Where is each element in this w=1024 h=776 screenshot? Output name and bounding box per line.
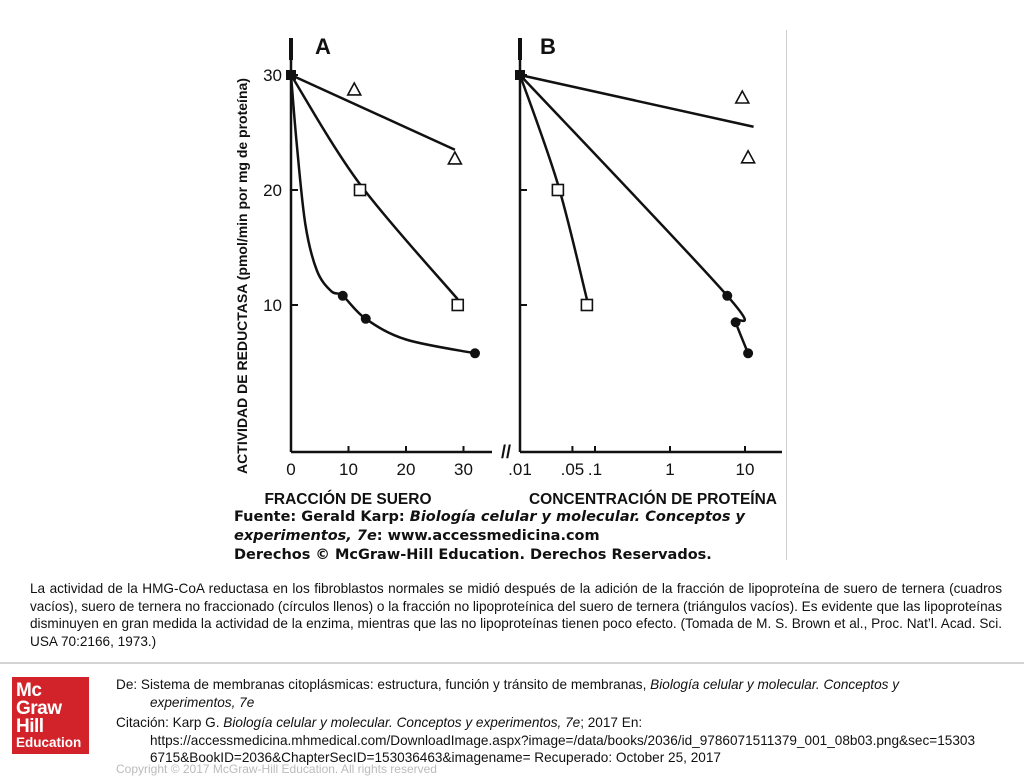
logo-line-3: Hill — [16, 716, 44, 737]
x-tick-label-b: 1 — [665, 460, 675, 479]
copyright-notice: Copyright © 2017 McGraw-Hill Education. All rights reserved — [116, 762, 437, 776]
square-point-a — [355, 185, 366, 196]
square-point-b — [581, 300, 592, 311]
source-book-title: Biología celular y molecular. Conceptos y experimentos, 7e — [234, 509, 746, 544]
footer-cita-sep: . — [215, 715, 224, 730]
logo-line-2: Graw — [16, 698, 62, 719]
footer-de-book-2: experimentos, 7e — [150, 694, 255, 710]
divider-vertical — [786, 30, 787, 560]
origin-square-point-a — [286, 70, 296, 80]
footer-cita-url-1[interactable]: https://accessmedicina.mhmedical.com/DownloadImage.aspx?image=/data/books/2036/id_9786071511379_001_08b03.png&sec=15303 — [150, 732, 976, 748]
square-point-b — [552, 185, 563, 196]
panel-label-a: A — [315, 34, 331, 59]
x-axis-label-a: FRACCIÓN DE SUERO — [264, 491, 432, 506]
chart — [230, 26, 790, 506]
mcgraw-hill-logo — [12, 677, 89, 754]
circle-point-a — [361, 314, 371, 324]
source-url: : www.accessmedicina.com — [376, 528, 600, 544]
circle-point-a — [470, 348, 480, 358]
y-tick-label: 20 — [263, 181, 282, 200]
figure-caption: La actividad de la HMG-CoA reductasa en los fibroblastos normales se midió después de la adición de la fracción de lipoproteína de suero de ternera (cuadros vacíos), suero de ternera no fraccionado (círculos llenos) o la fracción no lipoproteínica del suero de ternera (triángulos vacíos). Es evidente que las lipoproteínas disminuyen en gran medida la actividad de la enzima, mientras que las no lipoproteínas tienen poco efecto. (Tomada de M. S. Brown et al., Proc. Nat’l. Acad. Sci. USA 70:2166, 1973.) — [30, 581, 1002, 649]
footer-cita-url-2[interactable]: 6715&BookID=2036&ChapterSecID=153036463&imagename= Recuperado: October 25, 2017 — [150, 750, 721, 765]
series-line-triangle-open-b — [520, 75, 754, 127]
axis-break: // — [500, 442, 512, 462]
origin-square-point-b — [515, 70, 525, 80]
divider-horizontal — [0, 662, 1024, 664]
source-rights: Derechos © McGraw-Hill Education. Derechos Reservados. — [234, 547, 712, 563]
logo-line-1: Mc — [16, 680, 42, 701]
source-label: Fuente: — [234, 509, 297, 525]
footer-cita-book: Biología celular y molecular. Conceptos y experimentos, 7e — [223, 715, 581, 730]
panel-label-b: B — [540, 34, 556, 59]
x-axis-label-b: CONCENTRACIÓN DE PROTEÍNA — [528, 491, 778, 506]
circle-point-a — [338, 291, 348, 301]
y-axis-label: ACTIVIDAD DE REDUCTASA (pmol/min por mg de proteína) — [234, 78, 250, 474]
square-point-a — [452, 300, 463, 311]
x-tick-label-a: 0 — [286, 460, 296, 479]
circle-point-b — [743, 348, 753, 358]
figure-source — [234, 508, 774, 565]
x-tick-label-b: .05 — [560, 460, 585, 479]
footer-de-line — [116, 676, 1016, 694]
footer-de-book: Biología celular y molecular. Conceptos y — [650, 677, 900, 692]
series-line-triangle-open-a — [291, 75, 455, 150]
y-tick-label: 10 — [263, 296, 282, 315]
figure — [230, 26, 790, 561]
footer-de-line-2 — [116, 694, 1016, 712]
source-author: Gerald Karp: — [301, 509, 405, 525]
footer-cita-prefix: Citación: Karp G — [116, 715, 216, 730]
x-tick-label-a: 10 — [339, 460, 358, 479]
triangle-point-a — [448, 152, 461, 164]
footer-citation — [116, 676, 1016, 767]
triangle-point-a — [348, 83, 361, 95]
logo-line-4: Education — [16, 735, 82, 750]
y-tick-label: 30 — [263, 66, 282, 85]
x-tick-label-b: .1 — [587, 460, 603, 479]
footer-de-prefix: De: Sistema de membranas citoplásmicas: estructura, función y tránsito de membranas, — [116, 677, 651, 692]
circle-point-b — [731, 317, 741, 327]
footer-cita-line — [116, 714, 1016, 732]
triangle-point-b — [736, 91, 749, 103]
x-tick-label-b: 10 — [735, 460, 755, 479]
footer-cita-suffix: ; 2017 En: — [580, 715, 643, 730]
x-tick-label-a: 30 — [454, 460, 473, 479]
triangle-point-b — [742, 151, 755, 163]
circle-point-b — [722, 291, 732, 301]
x-tick-label-a: 20 — [396, 460, 416, 479]
x-tick-label-b: .01 — [508, 460, 532, 479]
